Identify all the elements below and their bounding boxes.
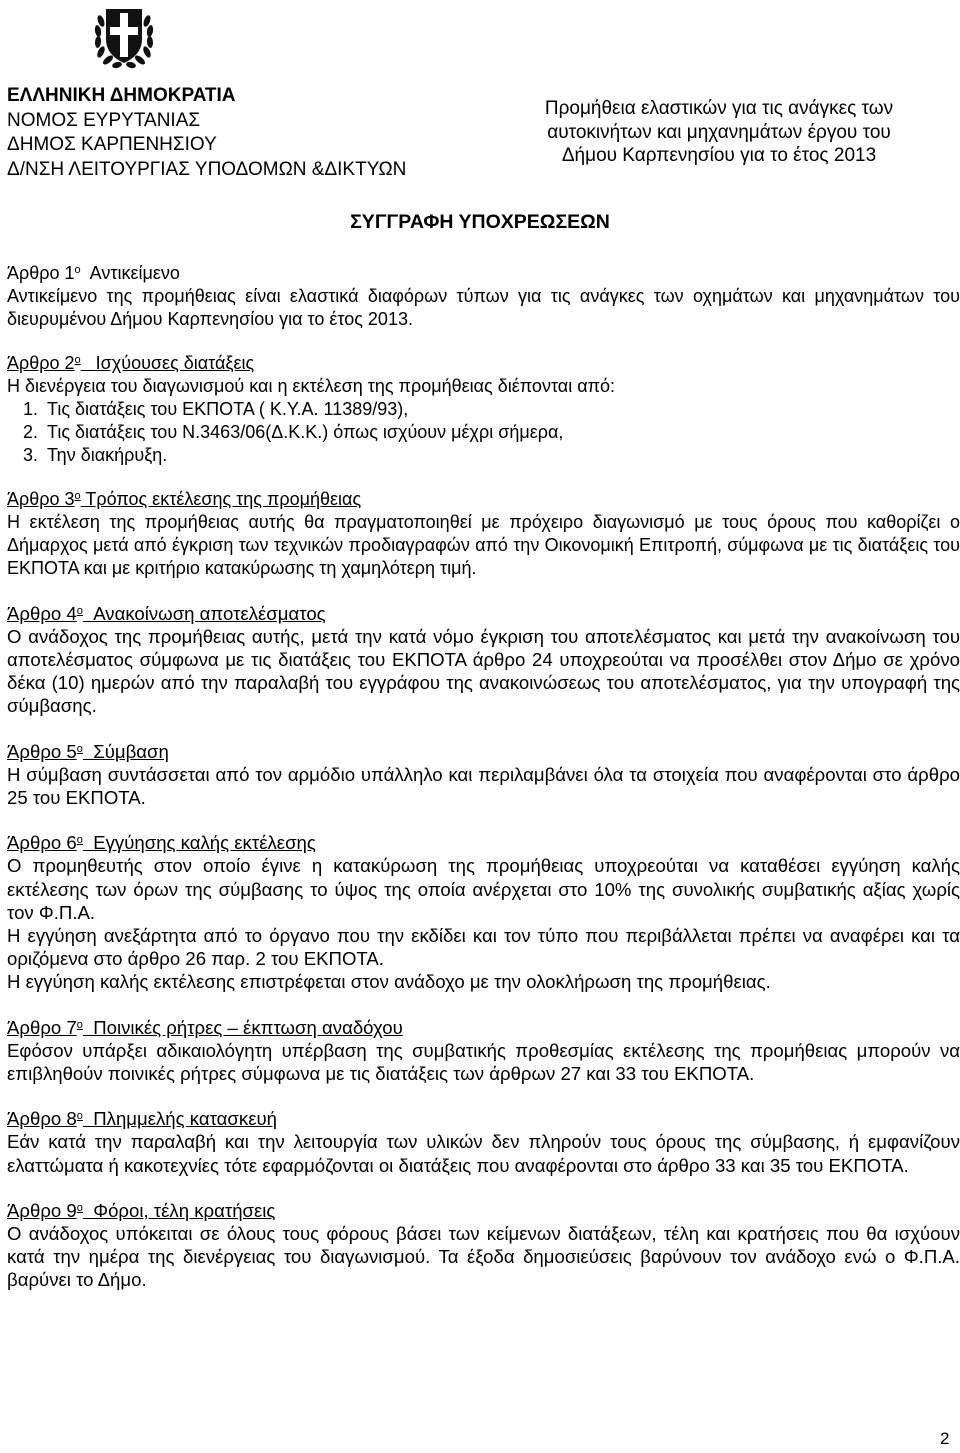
article-1-number: Άρθρο 1 [7, 263, 75, 283]
issuer-line-4: Δ/ΝΣΗ ΛΕΙΤΟΥΡΓΙΑΣ ΥΠΟΔΟΜΩΝ &ΔΙΚΤΥΩΝ [7, 158, 407, 180]
article-6 [7, 831, 960, 993]
article-2-ordinal: ο [74, 354, 81, 367]
article-5-number: Άρθρο 5 [7, 740, 77, 762]
article-8-ordinal: ο [76, 1110, 83, 1123]
article-6-ordinal: ο [76, 834, 83, 847]
article-5-body: Η σύμβαση συντάσσεται από τον αρμόδιο υπάλληλο και περιλαμβάνει όλα τα στοιχεία που αναφέρονται στο άρθρο 25 του ΕΚΠΟΤΑ. [7, 763, 960, 808]
article-9-heading [7, 1199, 960, 1222]
article-3 [7, 488, 960, 579]
article-4-number: Άρθρο 4 [7, 602, 77, 624]
issuer-line-2: ΝΟΜΟΣ ΕΥΡΥΤΑΝΙΑΣ [7, 109, 201, 131]
subject-header [478, 97, 960, 168]
article-2-heading [7, 352, 960, 375]
article-2-intro: Η διενέργεια του διαγωνισμού και η εκτέλεση της προμήθειας διέπονται από: [7, 376, 616, 397]
list-item: 2. Τις διατάξεις του Ν.3463/06(Δ.Κ.Κ.) όπως ισχύουν μέχρι σήμερα, [23, 421, 564, 442]
article-9-ordinal: ο [76, 1201, 83, 1214]
article-1 [7, 262, 960, 330]
article-3-heading [7, 488, 960, 511]
article-4-title: Ανακοίνωση αποτελέσματος [93, 602, 326, 624]
page-number: 2 [940, 1429, 950, 1448]
article-7-number: Άρθρο 7 [7, 1016, 77, 1038]
subject-line-1: Προμήθεια ελαστικών για τις ανάγκες των [544, 98, 894, 119]
issuer-line-3: ΔΗΜΟΣ ΚΑΡΠΕΝΗΣΙΟΥ [7, 134, 217, 155]
article-2-title: Ισχύουσες διατάξεις [95, 353, 255, 374]
article-3-title: Τρόπος εκτέλεσης της προμήθειας [85, 489, 362, 510]
list-item: 3. Την διακήρυξη. [23, 444, 168, 465]
article-4-heading [7, 602, 960, 625]
article-8-title: Πλημμελής κατασκευή [93, 1108, 278, 1130]
article-7-title: Ποινικές ρήτρες – έκπτωση αναδόχου [93, 1016, 403, 1038]
article-9-title: Φόροι, τέλη κρατήσεις [93, 1199, 276, 1221]
greek-emblem-icon [91, 3, 157, 71]
article-7-body: Εφόσον υπάρξει αδικαιολόγητη υπέρβαση της συμβατικής προθεσμίας εκτέλεσης της προμήθειας μπορούν να επιβληθούν ποινικές ρήτρες σύμφωνα με τις διατάξεις των άρθρων 27 και 33 του ΕΚΠΟΤΑ. [7, 1039, 960, 1085]
article-5-ordinal: ο [76, 742, 83, 755]
article-3-ordinal: ο [74, 490, 81, 503]
article-5-heading [7, 740, 960, 763]
issuer-line-1: ΕΛΛΗΝΙΚΗ ΔΗΜΟΚΡΑΤΙΑ [7, 85, 236, 106]
list-item: 1. Τις διατάξεις του ΕΚΠΟΤΑ ( Κ.Υ.Α. 11389/93), [23, 398, 409, 419]
subject-line-2: αυτοκινήτων και μηχανημάτων έργου του [547, 121, 891, 143]
article-5-title: Σύμβαση [93, 740, 169, 762]
issuer-header [7, 84, 406, 182]
article-9-number: Άρθρο 9 [7, 1199, 77, 1221]
subject-line-3: Δήμου Καρπενησίου για το έτος 2013 [561, 145, 877, 166]
article-7-heading [7, 1016, 960, 1039]
article-1-title: Αντικείμενο [89, 263, 180, 283]
document-title: ΣΥΓΓΡΑΦΗ ΥΠΟΧΡΕΩΣΕΩΝ [350, 211, 610, 233]
article-1-ordinal: ο [74, 264, 81, 276]
article-6-paragraph-3: Η εγγύηση καλής εκτέλεσης επιστρέφεται στον ανάδοχο με την ολοκλήρωση της προμήθειας. [7, 971, 771, 993]
article-2-number: Άρθρο 2 [7, 353, 75, 374]
article-6-paragraph-1: Ο προμηθευτής στον οποίο έγινε η κατακύρωση της προμήθειας υποχρεούται να καταθέσει εγγύηση καλής εκτέλεσης των όρων της σύμβασης το ύψος της οποία ανέρχεται στο 10% της συνολικής συμβατικής αξίας χωρίς τον Φ.Π.Α. [7, 855, 960, 923]
article-2 [7, 352, 960, 466]
article-4 [7, 602, 960, 718]
article-8-number: Άρθρο 8 [7, 1108, 77, 1130]
article-3-number: Άρθρο 3 [7, 489, 75, 510]
article-8-heading [7, 1107, 960, 1130]
article-7-ordinal: ο [76, 1018, 83, 1031]
article-6-paragraph-2: Η εγγύηση ανεξάρτητα από το όργανο που την εκδίδει και τον τύπο που περιβάλλεται πρέπει να αναφέρει και τα οριζόμενα στο άρθρο 26 παρ. 2 του ΕΚΠΟΤΑ. [7, 925, 960, 970]
article-6-heading [7, 831, 960, 854]
article-3-body: Η εκτέλεση της προμήθειας αυτής θα πραγματοποιηθεί με πρόχειρο διαγωνισμό με τους όρους που καθορίζει ο Δήμαρχος μετά από έγκριση των τεχνικών προδιαγραφών από την Οικονομική Επιτροπή, σύμφωνα με τις διατάξεις του ΕΚΠΟΤΑ και με κριτήριο κατακύρωσης τη χαμηλότερη τιμή. [7, 512, 960, 578]
article-9-body: Ο ανάδοχος υπόκειται σε όλους τους φόρους βάσει των κείμενων διατάξεων, τέλη και κρατήσεις που θα ισχύουν κατά την ημέρα της διενέργειας του διαγωνισμού. Τα έξοδα δημοσιεύσεις βαρύνουν τον ανάδοχο ενώ ο Φ.Π.Α. βαρύνει το Δήμο. [7, 1223, 960, 1291]
document-body [7, 262, 960, 1314]
article-4-body: Ο ανάδοχος της προμήθειας αυτής, μετά την κατά νόμο έγκριση του αποτελέσματος και μετά την ανακοίνωση του αποτελέσματος σύμφωνα με τις διατάξεις του ΕΚΠΟΤΑ άρθρο 24 υποχρεούται να προσέλθει στον Δήμο σε χρόνο δέκα (10) ημερών από την παραλαβή του εγγράφου της ανακοινώσεως του αποτελέσματος, για την υπογραφή της σύμβασης. [7, 625, 960, 717]
article-8-body: Εάν κατά την παραλαβή και την λειτουργία των υλικών δεν πληρούν τους όρους της σύμβασης, ή εμφανίζουν ελαττώματα ή κακοτεχνίες τότε εφαρμόζονται οι διατάξεις που αναφέρονται στο άρθρο 33 και 35 του ΕΚΠΟΤΑ. [7, 1131, 960, 1176]
article-5 [7, 740, 960, 810]
article-6-number: Άρθρο 6 [7, 832, 77, 854]
article-6-title: Εγγύησης καλής εκτέλεσης [93, 832, 316, 854]
article-4-ordinal: ο [76, 604, 83, 617]
article-1-body: Αντικείμενο της προμήθειας είναι ελαστικά διαφόρων τύπων για τις ανάγκες των οχημάτων και μηχανημάτων του διευρυμένου Δήμου Καρπενησίου για το έτος 2013. [7, 285, 960, 329]
article-1-heading [7, 262, 960, 285]
article-9 [7, 1199, 960, 1292]
article-2-list [7, 398, 960, 466]
article-8 [7, 1107, 960, 1177]
article-7 [7, 1016, 960, 1086]
